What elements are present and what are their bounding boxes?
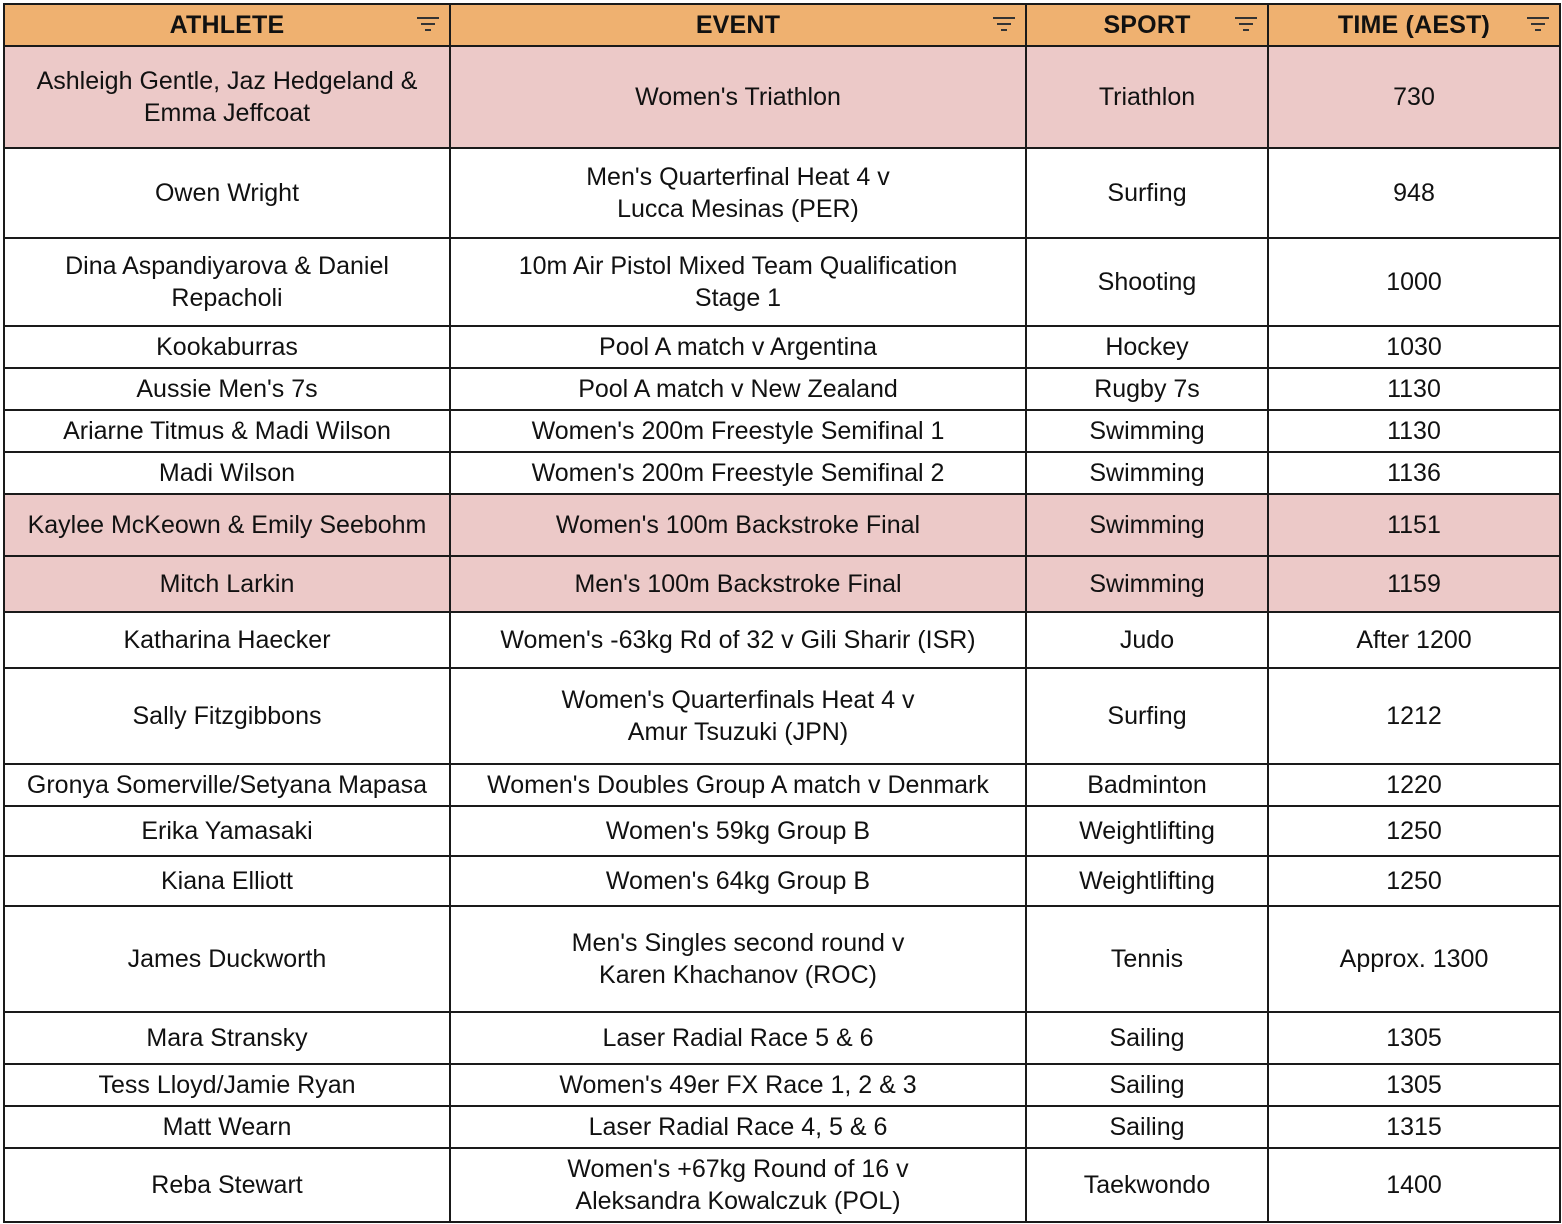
column-header-label: SPORT	[1103, 11, 1191, 39]
sport-cell[interactable]: Rugby 7s	[1026, 368, 1268, 410]
event-cell[interactable]: Women's Doubles Group A match v Denmark	[450, 764, 1026, 806]
table-row	[4, 612, 1560, 668]
sport-cell[interactable]: Swimming	[1026, 452, 1268, 494]
sport-cell[interactable]: Surfing	[1026, 668, 1268, 764]
sport-cell[interactable]: Swimming	[1026, 494, 1268, 556]
sport-cell[interactable]: Shooting	[1026, 238, 1268, 326]
table-row	[4, 806, 1560, 856]
table-row	[4, 668, 1560, 764]
table-body	[4, 46, 1560, 1222]
athlete-cell[interactable]: Tess Lloyd/Jamie Ryan	[4, 1064, 450, 1106]
athlete-cell[interactable]: Aussie Men's 7s	[4, 368, 450, 410]
sport-cell[interactable]: Weightlifting	[1026, 856, 1268, 906]
table-row	[4, 856, 1560, 906]
event-cell[interactable]: Women's 49er FX Race 1, 2 & 3	[450, 1064, 1026, 1106]
time-cell[interactable]: 1305	[1268, 1064, 1560, 1106]
event-cell[interactable]: 10m Air Pistol Mixed Team Qualification Stage 1	[450, 238, 1026, 326]
event-cell[interactable]: Women's 200m Freestyle Semifinal 2	[450, 452, 1026, 494]
event-cell[interactable]: Laser Radial Race 4, 5 & 6	[450, 1106, 1026, 1148]
sport-cell[interactable]: Sailing	[1026, 1064, 1268, 1106]
sport-cell[interactable]: Judo	[1026, 612, 1268, 668]
event-cell[interactable]: Women's 200m Freestyle Semifinal 1	[450, 410, 1026, 452]
athlete-cell[interactable]: Erika Yamasaki	[4, 806, 450, 856]
table-row	[4, 764, 1560, 806]
filter-icon[interactable]	[993, 17, 1015, 33]
event-cell[interactable]: Men's 100m Backstroke Final	[450, 556, 1026, 612]
event-cell[interactable]: Women's 64kg Group B	[450, 856, 1026, 906]
time-cell[interactable]: 1220	[1268, 764, 1560, 806]
athlete-cell[interactable]: James Duckworth	[4, 906, 450, 1012]
time-cell[interactable]: After 1200	[1268, 612, 1560, 668]
table-row	[4, 148, 1560, 238]
sport-cell[interactable]: Triathlon	[1026, 46, 1268, 148]
table-row	[4, 1064, 1560, 1106]
table-row	[4, 1106, 1560, 1148]
table-row	[4, 1012, 1560, 1064]
table-row	[4, 326, 1560, 368]
time-cell[interactable]: 1250	[1268, 856, 1560, 906]
table-row	[4, 238, 1560, 326]
time-cell[interactable]: 1400	[1268, 1148, 1560, 1222]
column-header-label: EVENT	[695, 11, 781, 39]
event-cell[interactable]: Pool A match v Argentina	[450, 326, 1026, 368]
athlete-cell[interactable]: Sally Fitzgibbons	[4, 668, 450, 764]
sport-cell[interactable]: Surfing	[1026, 148, 1268, 238]
sport-cell[interactable]: Sailing	[1026, 1106, 1268, 1148]
sport-cell[interactable]: Taekwondo	[1026, 1148, 1268, 1222]
athlete-cell[interactable]: Reba Stewart	[4, 1148, 450, 1222]
athlete-cell[interactable]: Owen Wright	[4, 148, 450, 238]
table-row	[4, 452, 1560, 494]
athlete-cell[interactable]: Ashleigh Gentle, Jaz Hedgeland & Emma Jeffcoat	[4, 46, 450, 148]
sport-cell[interactable]: Hockey	[1026, 326, 1268, 368]
event-cell[interactable]: Men's Quarterfinal Heat 4 v Lucca Mesinas (PER)	[450, 148, 1026, 238]
table-row	[4, 410, 1560, 452]
time-cell[interactable]: 1130	[1268, 368, 1560, 410]
event-cell[interactable]: Laser Radial Race 5 & 6	[450, 1012, 1026, 1064]
athlete-cell[interactable]: Mitch Larkin	[4, 556, 450, 612]
column-header-event[interactable]	[450, 4, 1026, 46]
time-cell[interactable]: 1151	[1268, 494, 1560, 556]
athlete-cell[interactable]: Ariarne Titmus & Madi Wilson	[4, 410, 450, 452]
column-header-athlete[interactable]	[4, 4, 450, 46]
athlete-cell[interactable]: Madi Wilson	[4, 452, 450, 494]
time-cell[interactable]: 1250	[1268, 806, 1560, 856]
schedule-table	[3, 3, 1561, 1223]
table-row	[4, 46, 1560, 148]
column-header-label: TIME (AEST)	[1337, 11, 1491, 39]
time-cell[interactable]: 1212	[1268, 668, 1560, 764]
event-cell[interactable]: Men's Singles second round v Karen Khachanov (ROC)	[450, 906, 1026, 1012]
header-row	[4, 4, 1560, 46]
sport-cell[interactable]: Swimming	[1026, 556, 1268, 612]
event-cell[interactable]: Women's Quarterfinals Heat 4 v Amur Tsuzuki (JPN)	[450, 668, 1026, 764]
sport-cell[interactable]: Weightlifting	[1026, 806, 1268, 856]
athlete-cell[interactable]: Katharina Haecker	[4, 612, 450, 668]
table-row	[4, 556, 1560, 612]
filter-icon[interactable]	[417, 17, 439, 33]
athlete-cell[interactable]: Matt Wearn	[4, 1106, 450, 1148]
sport-cell[interactable]: Badminton	[1026, 764, 1268, 806]
athlete-cell[interactable]: Kiana Elliott	[4, 856, 450, 906]
athlete-cell[interactable]: Kookaburras	[4, 326, 450, 368]
time-cell[interactable]: 1315	[1268, 1106, 1560, 1148]
table-row	[4, 906, 1560, 1012]
column-header-sport[interactable]	[1026, 4, 1268, 46]
time-cell[interactable]: 730	[1268, 46, 1560, 148]
filter-icon[interactable]	[1235, 17, 1257, 33]
athlete-cell[interactable]: Gronya Somerville/Setyana Mapasa	[4, 764, 450, 806]
column-header-label: ATHLETE	[169, 11, 285, 39]
time-cell[interactable]: 1030	[1268, 326, 1560, 368]
sport-cell[interactable]: Sailing	[1026, 1012, 1268, 1064]
event-cell[interactable]: Women's 100m Backstroke Final	[450, 494, 1026, 556]
time-cell[interactable]: 948	[1268, 148, 1560, 238]
athlete-cell[interactable]: Mara Stransky	[4, 1012, 450, 1064]
time-cell[interactable]: 1000	[1268, 238, 1560, 326]
time-cell[interactable]: 1136	[1268, 452, 1560, 494]
table-row	[4, 494, 1560, 556]
time-cell[interactable]: 1159	[1268, 556, 1560, 612]
event-cell[interactable]: Women's +67kg Round of 16 v Aleksandra Kowalczuk (POL)	[450, 1148, 1026, 1222]
athlete-cell[interactable]: Kaylee McKeown & Emily Seebohm	[4, 494, 450, 556]
event-cell[interactable]: Women's -63kg Rd of 32 v Gili Sharir (ISR)	[450, 612, 1026, 668]
time-cell[interactable]: Approx. 1300	[1268, 906, 1560, 1012]
sport-cell[interactable]: Swimming	[1026, 410, 1268, 452]
event-cell[interactable]: Pool A match v New Zealand	[450, 368, 1026, 410]
event-cell[interactable]: Women's 59kg Group B	[450, 806, 1026, 856]
column-header-time[interactable]	[1268, 4, 1560, 46]
athlete-cell[interactable]: Dina Aspandiyarova & Daniel Repacholi	[4, 238, 450, 326]
time-cell[interactable]: 1305	[1268, 1012, 1560, 1064]
table-row	[4, 368, 1560, 410]
table-row	[4, 1148, 1560, 1222]
sport-cell[interactable]: Tennis	[1026, 906, 1268, 1012]
filter-icon[interactable]	[1527, 17, 1549, 33]
event-cell[interactable]: Women's Triathlon	[450, 46, 1026, 148]
time-cell[interactable]: 1130	[1268, 410, 1560, 452]
